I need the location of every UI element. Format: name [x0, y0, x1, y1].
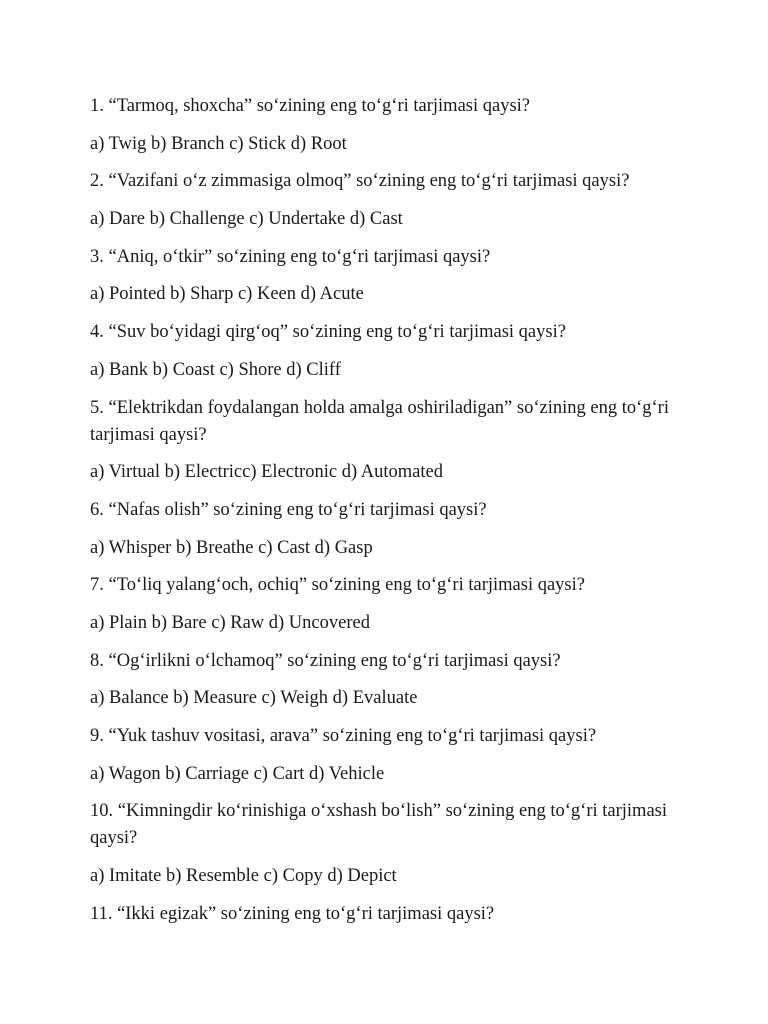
question-10: 10. “Kimningdir ko‘rinishiga o‘xshash bo‘lish” so‘zining eng to‘g‘ri tarjimasi qaysi?: [90, 801, 667, 849]
options-9: a) Wagon b) Carriage c) Cart d) Vehicle: [90, 763, 385, 784]
options-2: a) Dare b) Challenge c) Undertake d) Cast: [90, 209, 403, 230]
options-4: a) Bank b) Coast c) Shore d) Cliff: [90, 359, 341, 380]
question-5: 5. “Elektrikdan foydalangan holda amalga oshiriladigan” so‘zining eng to‘g‘ri tarjimasi qaysi?: [90, 397, 669, 445]
question-4: 4. “Suv bo‘yidagi qirg‘oq” so‘zining eng to‘g‘ri tarjimasi qaysi?: [90, 322, 566, 343]
options-1: a) Twig b) Branch c) Stick d) Root: [90, 133, 347, 154]
document-page: [90, 93, 680, 938]
question-6: 6. “Nafas olish” so‘zining eng to‘g‘ri tarjimasi qaysi?: [90, 499, 487, 520]
question-2: 2. “Vazifani o‘z zimmasiga olmoq” so‘zining eng to‘g‘ri tarjimasi qaysi?: [90, 171, 630, 192]
options-10: a) Imitate b) Resemble c) Copy d) Depict: [90, 866, 397, 887]
question-1: 1. “Tarmoq, shoxcha” so‘zining eng to‘g‘ri tarjimasi qaysi?: [90, 96, 531, 116]
question-11: 11. “Ikki egizak” so‘zining eng to‘g‘ri tarjimasi qaysi?: [90, 903, 495, 924]
options-8: a) Balance b) Measure c) Weigh d) Evaluate: [90, 688, 418, 709]
question-3: 3. “Aniq, o‘tkir” so‘zining eng to‘g‘ri tarjimasi qaysi?: [90, 246, 491, 267]
options-7: a) Plain b) Bare c) Raw d) Uncovered: [90, 612, 370, 633]
options-5: a) Virtual b) Electricc) Electronic d) Automated: [90, 462, 443, 483]
question-8: 8. “Og‘irlikni o‘lchamoq” so‘zining eng to‘g‘ri tarjimasi qaysi?: [90, 650, 561, 671]
question-7: 7. “To‘liq yalang‘och, ochiq” so‘zining eng to‘g‘ri tarjimasi qaysi?: [90, 575, 585, 596]
options-6: a) Whisper b) Breathe c) Cast d) Gasp: [90, 537, 373, 558]
options-3: a) Pointed b) Sharp c) Keen d) Acute: [90, 284, 364, 305]
question-9: 9. “Yuk tashuv vositasi, arava” so‘zining eng to‘g‘ri tarjimasi qaysi?: [90, 726, 597, 746]
